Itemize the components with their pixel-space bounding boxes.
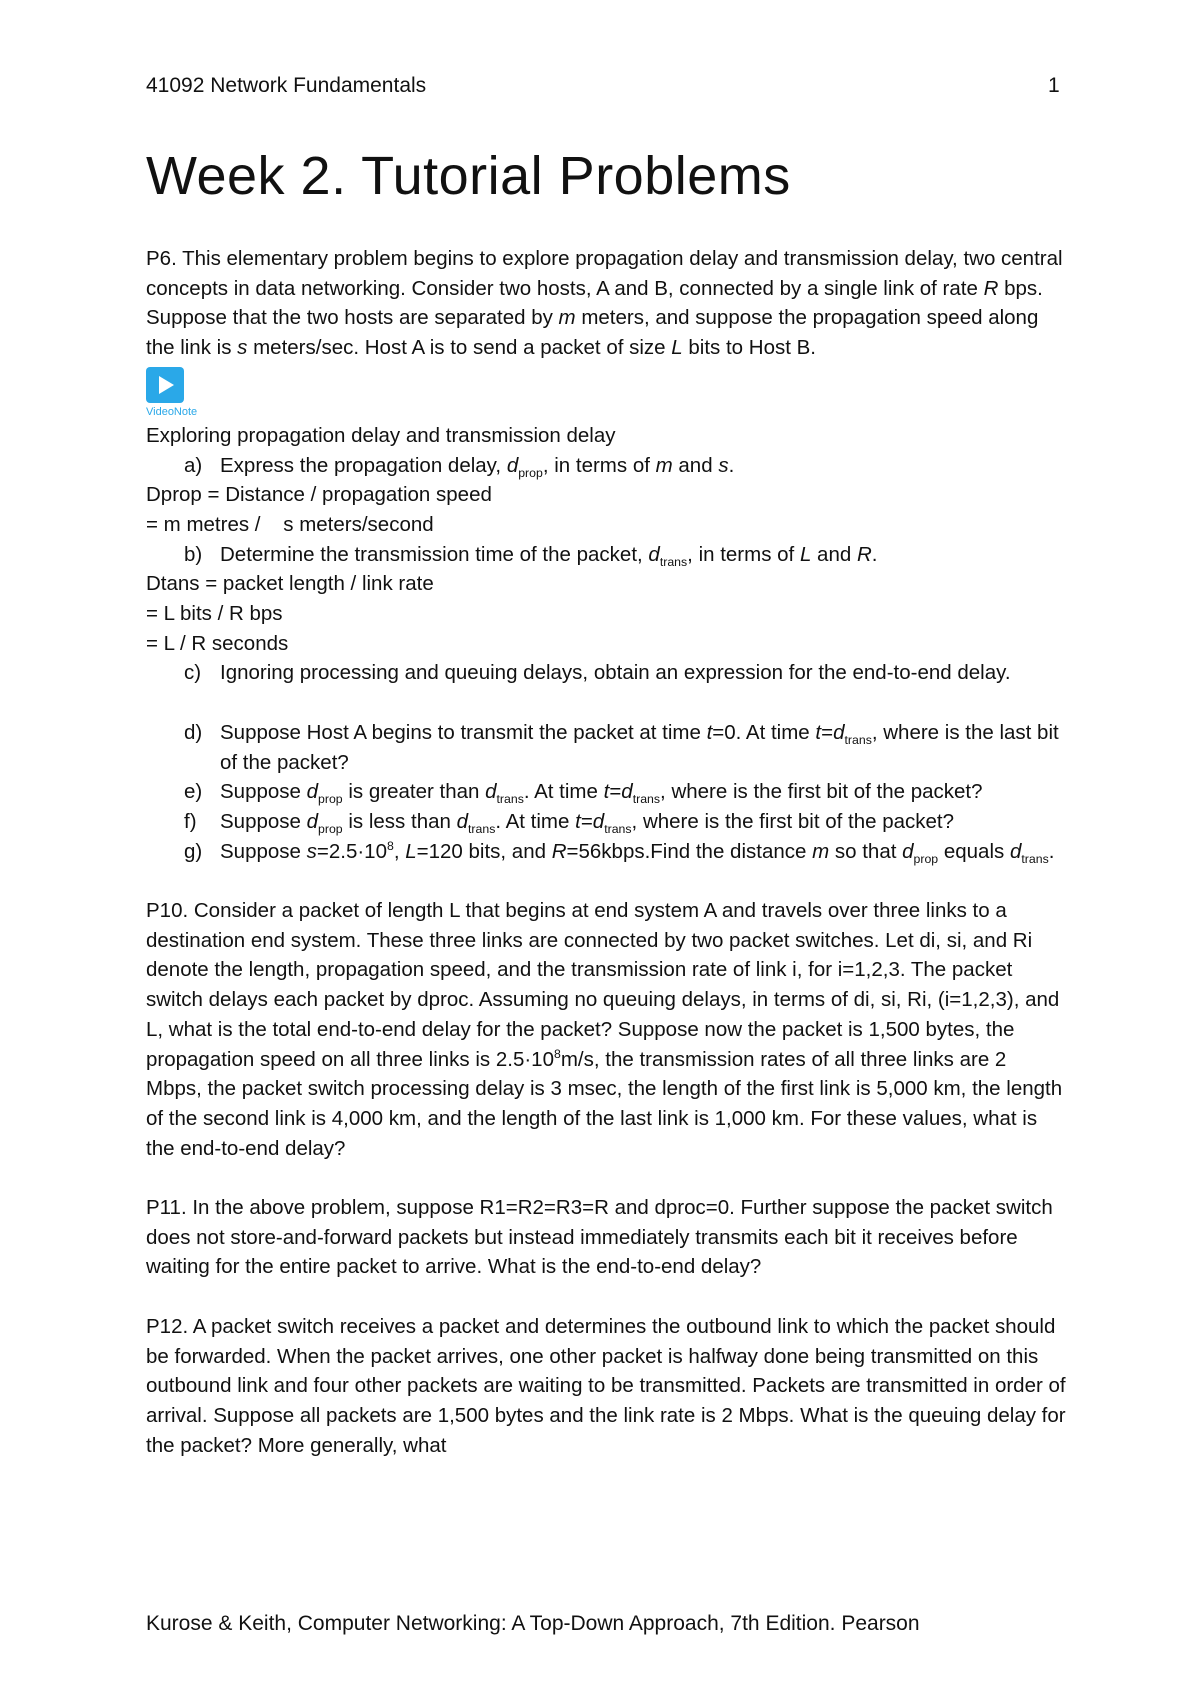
- header-page-number: 1: [1048, 74, 1060, 97]
- video-caption: Exploring propagation delay and transmission delay: [146, 423, 616, 447]
- header-course: 41092 Network Fundamentals: [146, 74, 427, 97]
- list-item-d: d) Suppose Host A begins to transmit the packet at time t=0. At time $t=d_{trans}$, where is the last bit of the packet?: [184, 720, 1059, 774]
- p11-label: P11.: [146, 1196, 187, 1220]
- list-item-g: g) Suppose $s=2.5\cdot 10^8$, L=120 bits, and R=56kbps.Find the distance m so that $d_{prop}$ equals $d_{trans}$.: [184, 838, 1055, 866]
- list-item-c: c) Ignoring processing and queuing delays, obtain an expression for the end-to-end delay.: [184, 661, 1011, 685]
- answer-b-line: = L bits / R bps: [146, 602, 283, 626]
- answer-a-line: = m metres / s meters/second: [146, 512, 434, 536]
- play-icon[interactable]: [146, 367, 184, 403]
- answer-b-line: Dtans = packet length / link rate: [146, 572, 434, 596]
- answer-b-line: = L / R seconds: [146, 631, 289, 655]
- p12-label: P12.: [146, 1314, 189, 1338]
- p6-intro: P6. This elementary problem begins to explore propagation delay and transmission delay, two central concepts in data networking. Consider two hosts, A and B, connected by a single link of rate R bps. Suppose that the two hosts are separated by m meters, and suppose the propagation speed along the link is s meters/sec. Host A is to send a packet of size L bits to Host B.: [146, 247, 1063, 360]
- p10-label: P10.: [146, 899, 189, 923]
- list-item-b: b) Determine the transmission time of the packet, $d_{trans}$, in terms of L and R.: [184, 542, 878, 569]
- list-item-f: f) Suppose $d_{prop}$ is less than $d_{trans}$. At time $t=d_{trans}$, where is the first bit of the packet?: [184, 809, 955, 837]
- p12-paragraph: P12. A packet switch receives a packet and determines the outbound link to which the packet should be forwarded. When the packet arrives, one other packet is halfway done being transmitted on this outbound link and four other packets are waiting to be transmitted. Packets are transmitted in order of arrival. Suppose all packets are 1,500 bytes and the link rate is 2 Mbps. What is the queuing delay for the packet? More generally, what: [146, 1314, 1066, 1457]
- list-item-e: e) Suppose $d_{prop}$ is greater than $d_{trans}$. At time $t=d_{trans}$, where is the first bit of the packet?: [184, 780, 983, 807]
- footer-citation: Kurose & Keith, Computer Networking: A Top-Down Approach, 7th Edition. Pearson: [146, 1612, 920, 1635]
- videonote-link[interactable]: [146, 367, 208, 419]
- document-body: [146, 244, 1066, 1460]
- p11-paragraph: P11. In the above problem, suppose R1=R2=R3=R and dproc=0. Further suppose the packet switch does not store-and-forward packets but instead immediately transmits each bit it receives before waiting for the entire packet to arrive. What is the end-to-end delay?: [146, 1196, 1053, 1279]
- p6-label: P6.: [146, 247, 177, 270]
- p10-paragraph: P10. Consider a packet of length L that begins at end system A and travels over three links to a destination end system. These three links are connected by two packet switches. Let di, si, and Ri denote the length, propagation speed, and the transmission rate of link i, for i=1,2,3. The packet switch delays each packet by dproc. Assuming no queuing delays, in terms of di, si, Ri, (i=1,2,3), and L, what is the total end-to-end delay for the packet? Suppose now the packet is 1,500 bytes, the propagation speed on all three links is $2.5\cdot 10^8m/s$, the transmission rates of all three links are 2 Mbps, the packet switch processing delay is 3 msec, the length of the first link is 5,000 km, the length of the second link is 4,000 km, and the length of the last link is 1,000 km. For these values, what is the end-to-end delay?: [146, 899, 1063, 1160]
- videonote-label: VideoNote: [146, 405, 198, 418]
- page-title: Week 2. Tutorial Problems: [146, 146, 791, 206]
- answer-a-line: Dprop = Distance / propagation speed: [146, 483, 492, 507]
- list-item-a: a) Express the propagation delay, $d_{prop}$, in terms of m and s.: [184, 453, 735, 480]
